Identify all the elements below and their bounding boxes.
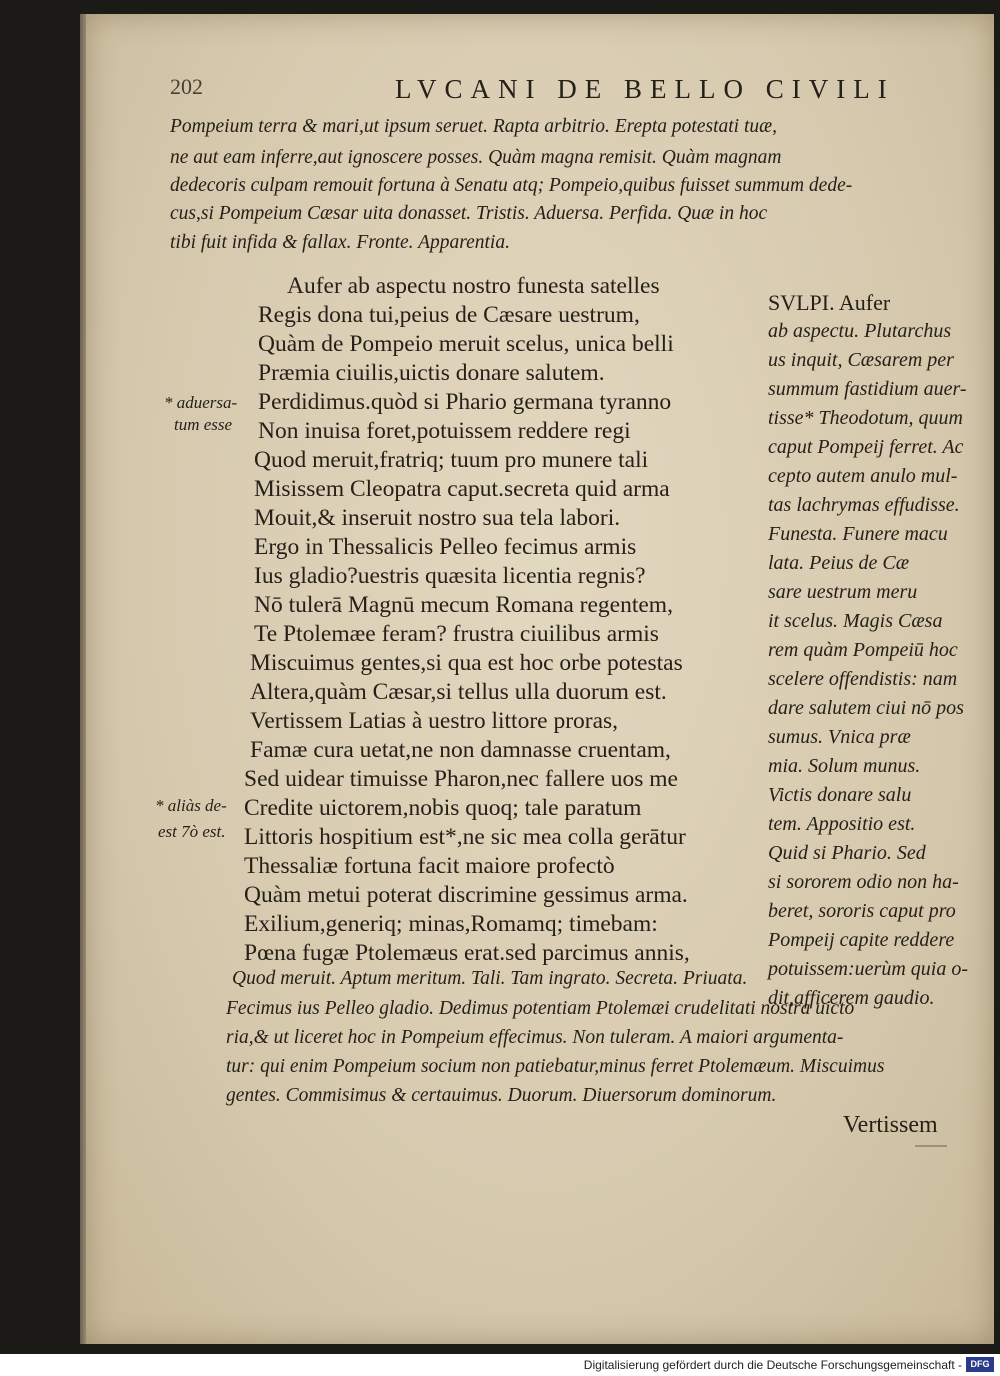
- catchword-underline: [915, 1145, 947, 1147]
- verse-line: Misissem Cleopatra caput.secreta quid arma: [254, 476, 670, 502]
- gloss-line: potuissem:uerùm quia o-: [768, 958, 968, 980]
- verse-line: Littoris hospitium est*,ne sic mea colla gerātur: [244, 824, 686, 850]
- margin-note: * aduersa-: [164, 393, 238, 412]
- verse-line: Quod meruit,fratriq; tuum pro munere tali: [254, 447, 649, 473]
- verse-line: Sed uidear timuisse Pharon,nec fallere uos me: [244, 766, 678, 792]
- gloss-line: cepto autem anulo mul-: [768, 465, 958, 487]
- commentary-line: tibi fuit infida & fallax. Fronte. Apparentia.: [170, 232, 510, 253]
- margin-note: tum esse: [174, 415, 233, 434]
- gloss-line: summum fastidium auer-: [768, 378, 967, 400]
- verse-line: Vertissem Latias à uestro littore proras,: [250, 708, 619, 734]
- verse-line: Altera,quàm Cæsar,si tellus ulla duorum est.: [250, 679, 667, 705]
- gloss-line: caput Pompeij ferret. Ac: [768, 436, 964, 458]
- gloss-line: sare uestrum meru: [768, 581, 918, 603]
- gloss-line: tem. Appositio est.: [768, 813, 916, 835]
- verse-line: Mouit,& inseruit nostro sua tela labori.: [254, 505, 621, 531]
- gloss-line: mia. Solum munus.: [768, 755, 921, 777]
- verse-line: Ergo in Thessalicis Pelleo fecimus armis: [254, 534, 637, 560]
- gloss-line: tisse* Theodotum, quum: [768, 407, 963, 429]
- verse-line: Perdidimus.quòd si Phario germana tyranno: [258, 389, 672, 415]
- verse-line: Quàm de Pompeio meruit scelus, unica belli: [258, 331, 674, 357]
- verse-line: Aufer ab aspectu nostro funesta satelles: [287, 273, 660, 299]
- gloss-line: dare salutem ciui nō pos: [768, 697, 964, 719]
- commentary-line: Pompeium terra & mari,ut ipsum seruet. Rapta arbitrio. Erepta potestati tuæ,: [170, 116, 778, 137]
- page-number: 202: [170, 74, 203, 99]
- gloss-line: dit,afficerem gaudio.: [768, 987, 935, 1009]
- verse-line: Ius gladio?uestris quæsita licentia regnis?: [254, 563, 646, 589]
- gloss-line: scelere offendistis: nam: [768, 668, 958, 690]
- commentary-line: tur: qui enim Pompeium socium non patiebatur,minus ferret Ptolemæum. Miscuimus: [226, 1056, 885, 1077]
- verse-line: Thessaliæ fortuna facit maiore profectò: [244, 853, 615, 879]
- gloss-line: Funesta. Funere macu: [768, 523, 948, 545]
- verse-line: Pœna fugæ Ptolemæus erat.sed parcimus annis,: [244, 940, 690, 966]
- verse-line: Quàm metui poterat discrimine gessimus arma.: [244, 882, 688, 908]
- commentary-line: gentes. Commisimus & certauimus. Duorum. Diuersorum dominorum.: [226, 1085, 777, 1106]
- verse-line: Nō tulerā Magnū mecum Romana regentem,: [254, 592, 673, 618]
- gloss-line: si sororem odio non ha-: [768, 871, 959, 893]
- verse-line: Regis dona tui,peius de Cæsare uestrum,: [258, 302, 640, 328]
- verse-line: Te Ptolemæe feram? frustra ciuilibus armis: [254, 621, 659, 647]
- commentary-line: Quod meruit. Aptum meritum. Tali. Tam ingrato. Secreta. Priuata.: [232, 968, 748, 989]
- gloss-line: lata. Peius de Cæ: [768, 552, 910, 574]
- commentary-line: dedecoris culpam remouit fortuna à Senatu atq; Pompeio,quibus fuisset summum dede-: [170, 175, 853, 196]
- running-head: LVCANI DE BELLO CIVILI: [395, 74, 895, 104]
- gloss-line: beret, sororis caput pro: [768, 900, 956, 922]
- footer-credit: Digitalisierung gefördert durch die Deutsche Forschungsgemeinschaft -: [583, 1358, 962, 1372]
- verse-line: Famæ cura uetat,ne non damnasse cruentam,: [250, 737, 671, 763]
- gloss-line: Victis donare salu: [768, 784, 912, 806]
- gloss-line: it scelus. Magis Cæsa: [768, 610, 943, 632]
- verse-line: Non inuisa foret,potuissem reddere regi: [258, 418, 631, 444]
- gloss-line: sumus. Vnica præ: [768, 726, 911, 748]
- verse-line: Miscuimus gentes,si qua est hoc orbe potestas: [250, 650, 683, 676]
- verse-line: Præmia ciuilis,uictis donare salutem.: [258, 360, 605, 386]
- gloss-line: tas lachrymas effudisse.: [768, 494, 960, 516]
- gloss-line: Quid si Phario. Sed: [768, 842, 926, 864]
- gloss-line: SVLPI. Aufer: [768, 290, 891, 315]
- gloss-line: us inquit, Cæsarem per: [768, 349, 954, 371]
- commentary-line: Fecimus ius Pelleo gladio. Dedimus potentiam Ptolemæi crudelitati nostra uicto: [226, 998, 855, 1019]
- gloss-line: rem quàm Pompeiū hoc: [768, 639, 958, 661]
- commentary-line: ria,& ut liceret hoc in Pompeium effecimus. Non tuleram. A maiori argumenta-: [226, 1027, 844, 1048]
- gloss-line: ab aspectu. Plutarchus: [768, 320, 952, 342]
- margin-note: * aliàs de-: [155, 796, 227, 815]
- commentary-line: ne aut eam inferre,aut ignoscere posses. Quàm magna remisit. Quàm magnam: [170, 147, 782, 168]
- dfg-logo-icon: DFG: [966, 1357, 994, 1372]
- catchword: Vertissem: [843, 1112, 938, 1138]
- digitization-footer: [0, 1354, 1000, 1376]
- verse-line: Credite uictorem,nobis quoq; tale paratum: [244, 795, 642, 821]
- gloss-line: Pompeij capite reddere: [768, 929, 955, 951]
- verse-line: Exilium,generiq; minas,Romamq; timebam:: [244, 911, 658, 937]
- margin-note: est 7ò est.: [158, 822, 226, 841]
- commentary-line: cus,si Pompeium Cæsar uita donasset. Tristis. Aduersa. Perfida. Quæ in hoc: [170, 203, 768, 224]
